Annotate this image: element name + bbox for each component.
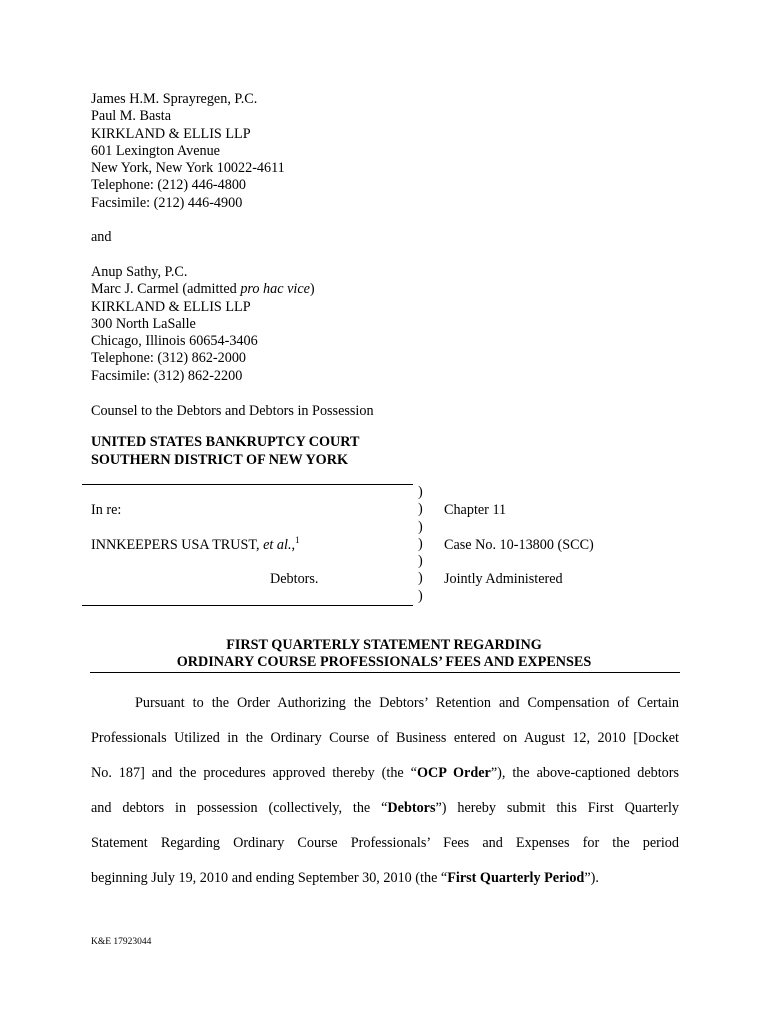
- caption-paren: ): [418, 570, 423, 587]
- body-line: [91, 861, 679, 896]
- counsel-line: KIRKLAND & ELLIS LLP: [91, 298, 251, 315]
- counsel-line: Facsimile: (312) 862-2200: [91, 367, 243, 384]
- counsel-name-text: Marc J. Carmel (admitted: [91, 281, 241, 298]
- body-line: [91, 756, 679, 791]
- defined-term-ocp-order: OCP Order: [416, 765, 491, 781]
- et-al-text: et al.: [263, 537, 292, 553]
- caption-paren: ): [418, 518, 423, 535]
- counsel-line: Telephone: (312) 862-2000: [91, 350, 247, 367]
- in-re-label: In re:: [91, 502, 122, 518]
- court-district: SOUTHERN DISTRICT OF NEW YORK: [91, 452, 349, 468]
- counsel-line: New York, New York 10022-4611: [91, 160, 285, 177]
- title-line-2: ORDINARY COURSE PROFESSIONALS’ FEES AND EXPENSES: [176, 654, 592, 670]
- caption-paren: ): [418, 553, 423, 570]
- caption-paren: ): [418, 501, 423, 518]
- counsel-block-chicago: [91, 264, 315, 385]
- caption-paren: ): [418, 535, 423, 552]
- debtor-name: [91, 537, 300, 554]
- debtors-label: Debtors.: [270, 571, 319, 587]
- counsel-line: 300 North LaSalle: [91, 315, 196, 332]
- body-text: and debtors in possession (collectively, the “: [91, 800, 388, 816]
- pro-hac-vice-text: pro hac vice: [240, 281, 310, 298]
- counsel-line: Chicago, Illinois 60654-3406: [91, 333, 258, 350]
- body-text: beginning July 19, 2010 and ending September 30, 2010 (the “: [91, 870, 448, 886]
- closing-paren: ): [309, 281, 315, 298]
- defined-term-debtors: Debtors: [387, 800, 436, 816]
- title-underline: [90, 672, 680, 673]
- body-text: ”) hereby submit this First Quarterly: [435, 800, 679, 816]
- counsel-line: Paul M. Basta: [91, 108, 171, 125]
- body-text: ”).: [584, 870, 599, 886]
- body-line: Professionals Utilized in the Ordinary Course of Business entered on August 12, 2010 [Docket: [91, 730, 679, 746]
- body-paragraph: [91, 686, 679, 896]
- counsel-role: Counsel to the Debtors and Debtors in Possession: [91, 403, 374, 419]
- body-line: [91, 791, 679, 826]
- case-number: Case No. 10-13800 (SCC): [444, 537, 594, 553]
- debtor-name-text: INNKEEPERS USA TRUST,: [91, 537, 264, 553]
- counsel-line: Anup Sathy, P.C.: [91, 264, 188, 280]
- body-line: Statement Regarding Ordinary Course Professionals’ Fees and Expenses for the period: [91, 835, 679, 851]
- court-heading: [91, 433, 359, 469]
- body-text: No. 187] and the procedures approved thereby (the “: [91, 765, 417, 781]
- caption-paren: ): [418, 587, 423, 604]
- caption-bottom-rule: [82, 605, 413, 606]
- counsel-line: Telephone: (212) 446-4800: [91, 177, 247, 194]
- document-title: [0, 637, 768, 671]
- body-line: Pursuant to the Order Authorizing the Debtors’ Retention and Compensation of Certain: [135, 695, 679, 711]
- counsel-line: James H.M. Sprayregen, P.C.: [91, 91, 258, 107]
- caption-paren-column: [418, 484, 423, 605]
- jointly-administered-label: Jointly Administered: [444, 571, 563, 587]
- counsel-block-ny: [91, 91, 285, 212]
- counsel-line: KIRKLAND & ELLIS LLP: [91, 125, 251, 142]
- title-line-1: FIRST QUARTERLY STATEMENT REGARDING: [226, 637, 542, 653]
- footnote-marker[interactable]: 1: [295, 535, 300, 545]
- counsel-line-admitted: [91, 281, 315, 298]
- defined-term-first-quarterly-period: First Quarterly Period: [447, 870, 585, 886]
- document-id-footer: K&E 17923044: [91, 937, 152, 947]
- court-name: UNITED STATES BANKRUPTCY COURT: [91, 434, 360, 450]
- counsel-line: Facsimile: (212) 446-4900: [91, 194, 243, 211]
- caption-top-rule: [82, 484, 413, 485]
- body-text: ”), the above-captioned debtors: [490, 765, 679, 781]
- chapter-label: Chapter 11: [444, 502, 507, 518]
- and-connector: and: [91, 229, 112, 245]
- counsel-line: 601 Lexington Avenue: [91, 142, 220, 159]
- debtor-comma: ,: [291, 537, 296, 553]
- caption-paren: ): [418, 484, 423, 500]
